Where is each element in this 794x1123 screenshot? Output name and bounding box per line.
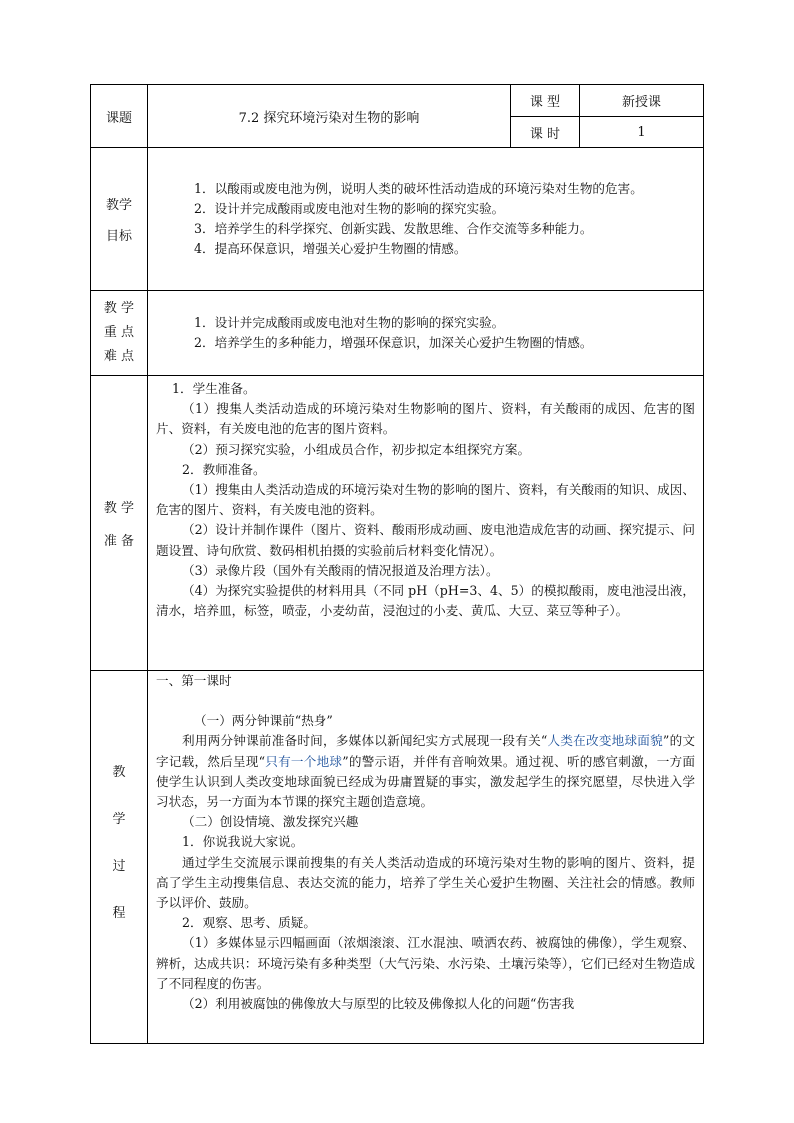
process-label-char: 教: [112, 765, 126, 780]
preparation-label-line: 准 备: [103, 534, 135, 549]
objective-item: 2．设计并完成酸雨或废电池对生物的影响的探究实验。: [194, 200, 505, 216]
prep-line: 2．教师准备。: [182, 461, 266, 477]
objective-item: 1．以酸雨或废电池为例，说明人类的破坏性活动造成的环境污染对生物的危害。: [194, 180, 643, 196]
key-points-content: [148, 291, 704, 376]
prep-line: （3）录像片段（国外有关酸雨的情况报道及治理方法）。: [182, 562, 499, 578]
topic-label: 课题: [91, 85, 148, 148]
preparation-label-line: 教 学: [103, 501, 135, 516]
key-point-item: 2．培养学生的多种能力，增强环保意识，加深关心爱护生物圈的情感。: [194, 335, 593, 350]
process-section-heading: 一、第一课时: [156, 673, 232, 688]
prep-line: （2）预习探究实验，小组成员合作，初步拟定本组探究方案。: [182, 441, 531, 457]
objectives-label: [91, 148, 148, 291]
lesson-type-value: 新授课: [580, 85, 704, 117]
topic-title: 7.2 探究环境污染对生物的影响: [148, 85, 511, 148]
objectives-label-line: 目标: [105, 229, 132, 244]
prep-line: （2）设计并制作课件（图片、资料、酸雨形成动画、废电池造成危害的动画、探究提示、问题设置、诗句欣赏、数码相机拍摄的实验前后材料变化情况）。: [156, 522, 695, 558]
process-paragraph: （1）多媒体显示四幅画面（浓烟滚滚、江水混浊、喷洒农药、被腐蚀的佛像），学生观察、辨析，达成共识：环境污染有多种类型（大气污染、水污染、土壤污染等），它们已经对生物造成了不同程度的伤害。: [156, 935, 695, 991]
class-hours-label: 课 时: [511, 117, 580, 148]
prep-line: （1）搜集由人类活动造成的环境污染对生物的影响的图片、资料，有关酸雨的知识、成因、危害的图片、资料，有关废电池的资料。: [156, 482, 695, 518]
process-paragraph: （2）利用被腐蚀的佛像放大与原型的比较及佛像拟人化的问题“伤害我: [182, 996, 575, 1012]
process-step: 1．你说我说大家说。: [182, 834, 304, 850]
key-points-label-line: 重 点: [103, 325, 135, 340]
objectives-content: [148, 148, 704, 291]
process-subheading: （二）创设情境、激发探究兴趣: [182, 814, 359, 830]
objective-item: 3．培养学生的科学探究、创新实践、发散思维、合作交流等多种能力。: [194, 221, 593, 236]
process-label-char: 过: [112, 859, 126, 874]
process-paragraph: 利用两分钟课前准备时间，多媒体以新闻纪实方式展现一段有关“人类在改变地球面貌”的文字记载，然后呈现“只有一个地球”的警示语，并伴有音响效果。通过视、听的感官刺激，一方面使学生认识到人类改变地球面貌已经成为毋庸置疑的事实，激发起学生的探究愿望，尽快进入学习状态，另一方面为本节课的探究主题创造意境。: [156, 733, 695, 810]
key-points-label: [91, 291, 148, 376]
prep-line: （1）搜集人类活动造成的环境污染对生物影响的图片、资料，有关酸雨的成因、危害的图片、资料，有关废电池的危害的图片资料。: [156, 401, 695, 437]
prep-line: 1．学生准备。: [172, 381, 256, 396]
key-points-label-line: 教 学: [103, 301, 135, 316]
spacer: [156, 691, 695, 711]
objectives-label-line: 教学: [105, 198, 132, 213]
process-subheading: （一）两分钟课前“热身”: [194, 713, 333, 729]
process-label-char: 程: [112, 906, 126, 921]
process-step: 2．观察、思考、质疑。: [182, 915, 316, 931]
process-label-char: 学: [112, 812, 126, 827]
key-points-label-line: 难 点: [103, 349, 135, 364]
objective-item: 4．提高环保意识，增强关心爱护生物圈的情感。: [194, 241, 467, 257]
lesson-plan-table: [90, 84, 704, 1044]
prep-line: （4）为探究实验提供的材料用具（不同 pH（pH=3、4、5）的模拟酸雨，废电池浸出液，清水，培养皿，标签，喷壶，小麦幼苗，浸泡过的小麦、黄瓜、大豆、菜豆等种子）。: [156, 583, 695, 619]
process-label: [91, 671, 148, 1044]
preparation-content: [148, 376, 704, 671]
process-paragraph: 通过学生交流展示课前搜集的有关人类活动造成的环境污染对生物的影响的图片、资料，提高了学生主动搜集信息、表达交流的能力，培养了学生关心爱护生物圈、关注社会的情感。教师予以评价、鼓励。: [156, 854, 695, 911]
class-hours-value: 1: [580, 117, 704, 148]
lesson-type-label: 课 型: [511, 85, 580, 117]
preparation-label: [91, 376, 148, 671]
key-point-item: 1．设计并完成酸雨或废电池对生物的影响的探究实验。: [194, 314, 505, 330]
process-content: [148, 671, 704, 1044]
